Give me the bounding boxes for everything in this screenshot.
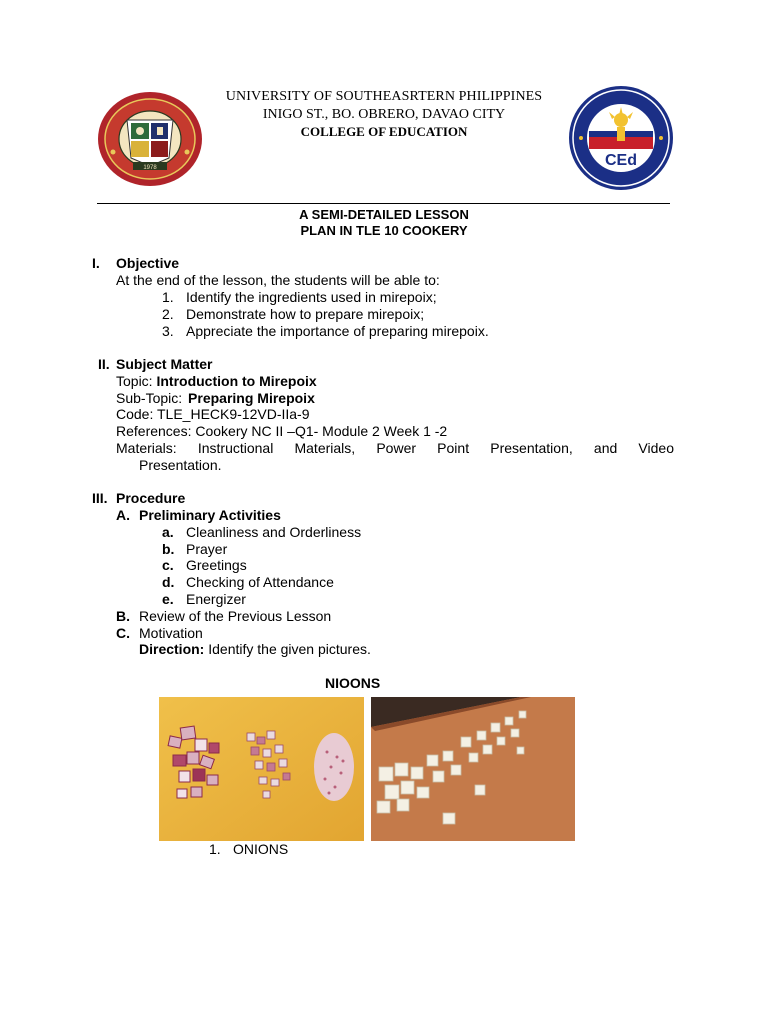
activity-letter: b. xyxy=(162,541,175,557)
objective-intro: At the end of the lesson, the students will be able to: xyxy=(116,272,440,288)
activity-item: Prayer xyxy=(186,541,228,557)
motivation-letter: C. xyxy=(116,625,130,641)
chopped-onions-photo xyxy=(159,697,364,841)
svg-text:CEd: CEd xyxy=(605,152,637,169)
materials-word: Instructional xyxy=(197,440,274,456)
header-divider xyxy=(97,203,670,204)
direction-text: Identify the given pictures. xyxy=(208,641,371,657)
activity-item: Cleanliness and Orderliness xyxy=(186,524,362,540)
topic-line xyxy=(116,373,317,390)
activity-item: Greetings xyxy=(186,557,247,573)
objective-item-number: 3. xyxy=(162,323,174,339)
objective-item: Appreciate the importance of preparing mirepoix. xyxy=(186,323,489,339)
subtopic-value: Preparing Mirepoix xyxy=(188,390,315,406)
college-name: COLLEGE OF EDUCATION xyxy=(300,124,468,139)
materials-word: Presentation, xyxy=(490,440,573,456)
materials-word: Power xyxy=(376,440,417,456)
activity-letter: c. xyxy=(162,557,174,573)
svg-text:1978: 1978 xyxy=(143,165,157,171)
materials-continuation: Presentation. xyxy=(139,457,222,473)
topic-value: Introduction to Mirepoix xyxy=(156,373,317,389)
university-name: UNIVERSITY OF SOUTHEASRTERN PHILIPPINES xyxy=(225,89,543,104)
materials-line xyxy=(116,440,674,457)
subtopic-line xyxy=(116,390,315,407)
direction-label: Direction: xyxy=(139,641,205,657)
objective-item-number: 1. xyxy=(162,289,174,305)
materials-word: Materials, xyxy=(294,440,356,456)
materials-word: Video xyxy=(638,440,674,456)
review-letter: B. xyxy=(116,608,130,624)
objective-item: Demonstrate how to prepare mirepoix; xyxy=(186,306,425,322)
activity-item: Energizer xyxy=(186,591,246,607)
lesson-title-line-2: PLAN IN TLE 10 COOKERY xyxy=(300,223,468,238)
preliminary-letter: A. xyxy=(116,507,130,523)
subject-matter-numeral: II. xyxy=(98,356,110,372)
motivation-item: Motivation xyxy=(139,625,203,641)
objective-heading: Objective xyxy=(116,255,180,271)
answer-text: ONIONS xyxy=(233,841,289,857)
direction-line xyxy=(139,641,371,658)
answer-number: 1. xyxy=(209,841,221,857)
procedure-heading: Procedure xyxy=(116,490,186,506)
materials-word: Materials: xyxy=(116,440,177,456)
activity-letter: e. xyxy=(162,591,174,607)
university-address: INIGO ST., BO. OBRERO, DAVAO CITY xyxy=(262,107,506,122)
scrambled-word: NIOONS xyxy=(325,675,381,691)
procedure-numeral: III. xyxy=(92,490,108,506)
objective-numeral: I. xyxy=(92,255,100,271)
activity-letter: a. xyxy=(162,524,174,540)
topic-label: Topic: xyxy=(116,373,153,389)
lesson-title-line-1: A SEMI-DETAILED LESSON xyxy=(299,207,469,222)
activity-item: Checking of Attendance xyxy=(186,574,334,590)
diced-onions-photo xyxy=(371,697,575,841)
activity-letter: d. xyxy=(162,574,175,590)
materials-word: Point xyxy=(437,440,470,456)
subtopic-label: Sub-Topic: xyxy=(116,390,183,406)
references-line: References: Cookery NC II –Q1- Module 2 Week 1 -2 xyxy=(116,423,448,439)
review-item: Review of the Previous Lesson xyxy=(139,608,332,624)
code-line: Code: TLE_HECK9-12VD-IIa-9 xyxy=(116,406,310,422)
objective-item: Identify the ingredients used in mirepoix; xyxy=(186,289,437,305)
preliminary-heading: Preliminary Activities xyxy=(139,507,281,523)
materials-word: and xyxy=(593,440,618,456)
objective-item-number: 2. xyxy=(162,306,174,322)
subject-matter-heading: Subject Matter xyxy=(116,356,213,372)
